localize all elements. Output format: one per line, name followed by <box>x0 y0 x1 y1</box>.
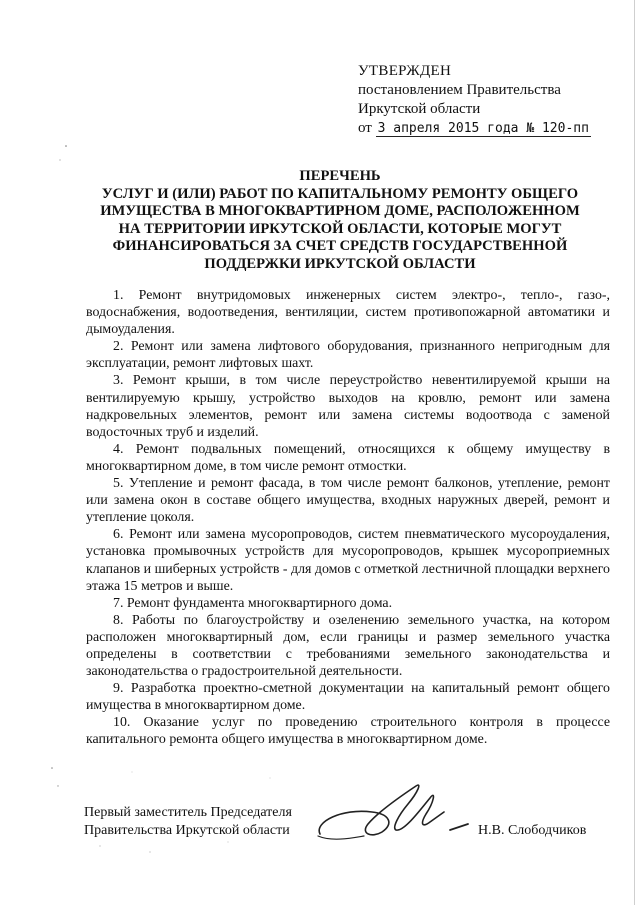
title-line-5: ФИНАНСИРОВАТЬСЯ ЗА СЧЕТ СРЕДСТВ ГОСУДАРСТВЕННОЙ <box>112 238 568 255</box>
title-line-6: ПОДДЕРЖКИ ИРКУТСКОЙ ОБЛАСТИ <box>204 255 476 272</box>
approval-date-prefix: от <box>358 120 372 136</box>
list-item-8: 8. Работы по благоустройству и озеленению земельного участка, на котором расположен многоквартирный дом, если границы и размер земельного участка определены в соответствии с требованиями земельного законодательства и законодательства о градостроительной деятельности. <box>86 612 610 680</box>
title-line-2: УСЛУГ И (ИЛИ) РАБОТ ПО КАПИТАЛЬНОМУ РЕМОНТУ ОБЩЕГО <box>101 185 579 202</box>
list-item-7: 7. Ремонт фундамента многоквартирного дома. <box>113 595 393 611</box>
approval-line-1: постановлением Правительства <box>358 82 561 98</box>
list-item-2: 2. Ремонт или замена лифтового оборудования, признанного непригодным для эксплуатации, ремонт лифтовых шахт. <box>86 339 610 372</box>
title-line-4: НА ТЕРРИТОРИИ ИРКУТСКОЙ ОБЛАСТИ, КОТОРЫЕ МОГУТ <box>118 220 562 237</box>
signatory-position-line-1: Первый заместитель Председателя <box>84 805 292 820</box>
list-item-3: 3. Ремонт крыши, в том числе переустройство невентилируемой крыши на вентилируемую крышу, устройство выходов на кровлю, ремонт или замена надкровельных элементов, ремонт или замена системы водоотвода с заменой водосточных труб и изделий. <box>86 373 610 440</box>
list-item-6: 6. Ремонт или замена мусоропроводов, систем пневматического мусороудаления, установка промывочных устройств для мусоропроводов, крышек мусороприемных клапанов и шиберных устройств - для домов с отметкой лестничной площадки верхнего этажа 15 метров и выше. <box>86 527 610 594</box>
list-item-9: 9. Разработка проектно-сметной документации на капитальный ремонт общего имущества в многоквартирном доме. <box>86 681 610 714</box>
title-line-3: ИМУЩЕСТВА В МНОГОКВАРТИРНОМ ДОМЕ, РАСПОЛОЖЕННОМ <box>100 203 580 220</box>
list-item-5: 5. Утепление и ремонт фасада, в том числе ремонт балконов, утепление, ремонт или замена окон в составе общего имущества, входных наружных дверей, ремонт и утепление цоколя. <box>86 476 610 526</box>
approval-line-2: Иркутской области <box>358 101 481 117</box>
signatory-position-line-2: Правительства Иркутской области <box>84 823 290 838</box>
approval-date-handwritten: 3 апреля 2015 года № 120-пп <box>377 121 589 136</box>
list-item-10: 10. Оказание услуг по проведению строительного контроля в процессе капитального ремонта общего имущества в многоквартирном доме. <box>86 715 610 748</box>
list-item-4: 4. Ремонт подвальных помещений, относящихся к общему имуществу в многоквартирном доме, в том числе ремонт отмостки. <box>86 441 610 474</box>
title-line-1: ПЕРЕЧЕНЬ <box>299 168 381 184</box>
approval-heading: УТВЕРЖДЕН <box>358 63 452 79</box>
list-item-1: 1. Ремонт внутридомовых инженерных систем электро-, тепло-, газо-, водоснабжения, водоотведения, вентиляции, систем противопожарной автоматики и дымоудаления. <box>86 288 610 338</box>
signatory-name: Н.В. Слободчиков <box>478 823 587 838</box>
